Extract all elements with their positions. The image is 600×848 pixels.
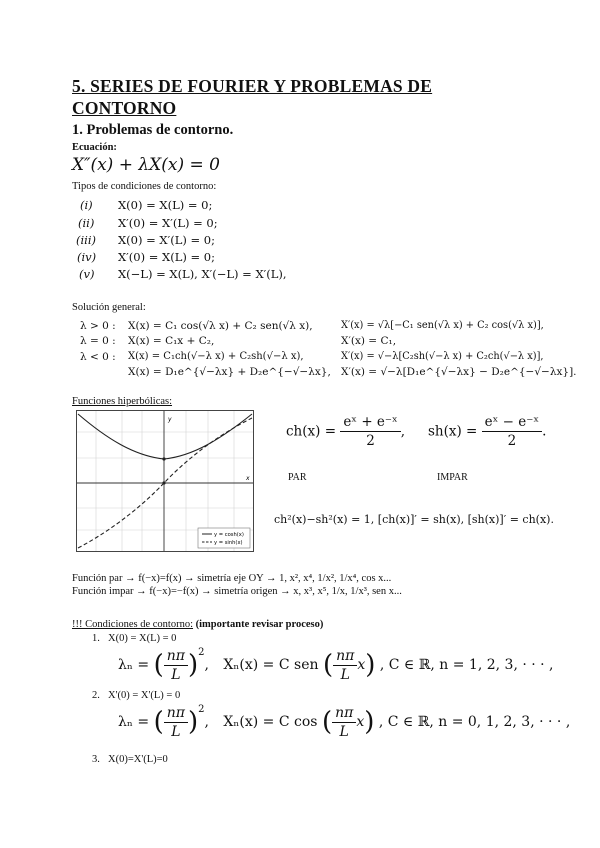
case-2-frac-num: nπ (164, 705, 188, 723)
case-2-xn-arg: x (356, 714, 365, 730)
ch-tail: , (400, 423, 406, 440)
condition-eq-3: X(0) = X′(L) = 0; (118, 233, 215, 247)
sh-lhs: sh(x) = (428, 423, 478, 440)
sol-x-1: X(x) = C₁ cos(√λ x) + C₂ sen(√λ x), (128, 320, 313, 332)
case-2-frac-den: L (171, 723, 181, 740)
sh-num: eˣ − e⁻ˣ (482, 414, 542, 432)
hyperbolic-graph (76, 410, 254, 552)
sol-xp-1: X′(x) = √λ[−C₁ sen(√λ x) + C₂ cos(√λ x)], (341, 320, 544, 331)
condition-num-2: (ii) (78, 216, 95, 230)
condition-eq-5: X(−L) = X(L), X′(−L) = X′(L), (118, 267, 287, 281)
condition-eq-2: X′(0) = X′(L) = 0; (118, 216, 218, 230)
case-1-lambda: λₙ = (118, 657, 150, 673)
case-1-tail: , C ∈ ℝ, n = 1, 2, 3, · · · , (379, 657, 554, 673)
sol-case-2: λ = 0 : (80, 335, 116, 347)
page-title-line2: CONTORNO (72, 98, 177, 118)
sol-xp-2: X′(x) = C₁, (341, 335, 397, 347)
section-heading: 1. Problemas de contorno. (72, 122, 234, 138)
sh-formula (428, 414, 546, 449)
hiperbolicas-label: Funciones hiperbólicas: (72, 396, 173, 407)
ch-den: 2 (366, 433, 375, 449)
case-2-sq: 2 (198, 704, 205, 715)
hyperbolic-identity: ch²(x)−sh²(x) = 1, [ch(x)]′ = sh(x), [sh(x)]′ = ch(x). (274, 513, 554, 526)
condition-num-1: (i) (80, 198, 93, 212)
contorno-prefix: !!! Condiciones de contorno: (72, 619, 194, 630)
ch-formula (286, 414, 405, 449)
case-1-formula: λₙ = ( $\frac{n\pi}{L}$ )$^2$, Xₙ(x) = C sen ( $\frac{n\pi}{L}$ x) , C ∈ ℝ, n = 1, 2, 3, · · · , (118, 647, 554, 683)
case-1-xn-arg: x (357, 657, 366, 673)
legend-sh-text: y = sinh(x) (214, 540, 243, 546)
case-2-tail: , C ∈ ℝ, n = 0, 1, 2, 3, · · · , (378, 714, 571, 730)
case-2-cond: X'(0) = X'(L) = 0 (108, 690, 181, 701)
case-1-frac-den: L (171, 666, 181, 683)
impar-line: Función impar → f(−x)=−f(x) → simetría origen → x, x³, x⁵, 1/x, 1/x³, sen x... (72, 586, 402, 597)
par-label: PAR (288, 472, 307, 483)
case-2-lambda: λₙ = (118, 714, 150, 730)
case-2-xn-num: nπ (332, 705, 356, 723)
y-axis-label: y (168, 416, 172, 423)
ecuacion-label: Ecuación: (72, 142, 117, 153)
impar-label: IMPAR (437, 472, 468, 483)
case-1-frac-num: nπ (164, 648, 188, 666)
case-2-formula: λₙ = ( $\frac{n\pi}{L}$ )$^2$, Xₙ(x) = C cos ( $\frac{n\pi}{L}$ x) , C ∈ ℝ, n = 0, 1, 2, 3, · · · , (118, 704, 571, 740)
x-axis-label: x (246, 475, 250, 482)
ch-num: eˣ + e⁻ˣ (340, 414, 400, 432)
sol-case-1: λ > 0 : (80, 320, 116, 332)
sol-xp-4: X′(x) = √−λ[D₁e^{√−λx} − D₂e^{−√−λx}]. (341, 366, 577, 378)
condition-num-5: (v) (79, 267, 95, 281)
sh-tail: . (542, 423, 547, 440)
case-3-num: 3. (92, 754, 100, 765)
origin-point (162, 481, 165, 484)
solucion-label: Solución general: (72, 302, 146, 313)
cosh-point (162, 457, 165, 460)
case-1-sq: 2 (198, 647, 205, 658)
condition-num-3: (iii) (76, 233, 97, 247)
sol-x-2: X(x) = C₁x + C₂, (128, 335, 215, 347)
sol-xp-3: X′(x) = √−λ[C₂sh(√−λ x) + C₂ch(√−λ x)], (341, 351, 544, 362)
case-2-xn-den: L (339, 723, 349, 740)
sol-case-3: λ < 0 : (80, 351, 116, 363)
sol-x-3: X(x) = C₁ch(√−λ x) + C₂sh(√−λ x), (128, 351, 304, 362)
case-1-num: 1. (92, 633, 100, 644)
case-1-cond: X(0) = X(L) = 0 (108, 633, 177, 644)
ch-lhs: ch(x) = (286, 423, 337, 440)
condition-eq-1: X(0) = X(L) = 0; (118, 198, 213, 212)
contorno-heading (72, 619, 323, 630)
case-2-xn: Xₙ(x) = C cos (223, 714, 318, 730)
case-1-xn-num: nπ (333, 648, 357, 666)
ecuacion: X″(x) + λX(x) = 0 (72, 155, 220, 175)
par-line: Función par → f(−x)=f(x) → simetría eje OY → 1, x², x⁴, 1/x², 1/x⁴, cos x... (72, 573, 392, 584)
condition-eq-4: X′(0) = X(L) = 0; (118, 250, 215, 264)
sh-den: 2 (507, 433, 517, 449)
case-3-cond: X(0)=X'(L)=0 (108, 754, 168, 765)
case-1-xn: Xₙ(x) = C sen (223, 657, 319, 673)
tipos-label: Tipos de condiciones de contorno: (72, 181, 217, 192)
page-title-line1: 5. SERIES DE FOURIER Y PROBLEMAS DE (72, 76, 433, 96)
condition-num-4: (iv) (77, 250, 97, 264)
legend-ch-text: y = cosh(x) (214, 532, 244, 538)
case-2-num: 2. (92, 690, 100, 701)
case-1-xn-den: L (340, 666, 350, 683)
contorno-suffix: (importante revisar proceso) (193, 619, 324, 630)
sol-x-4: X(x) = D₁e^{√−λx} + D₂e^{−√−λx}, (128, 366, 331, 378)
